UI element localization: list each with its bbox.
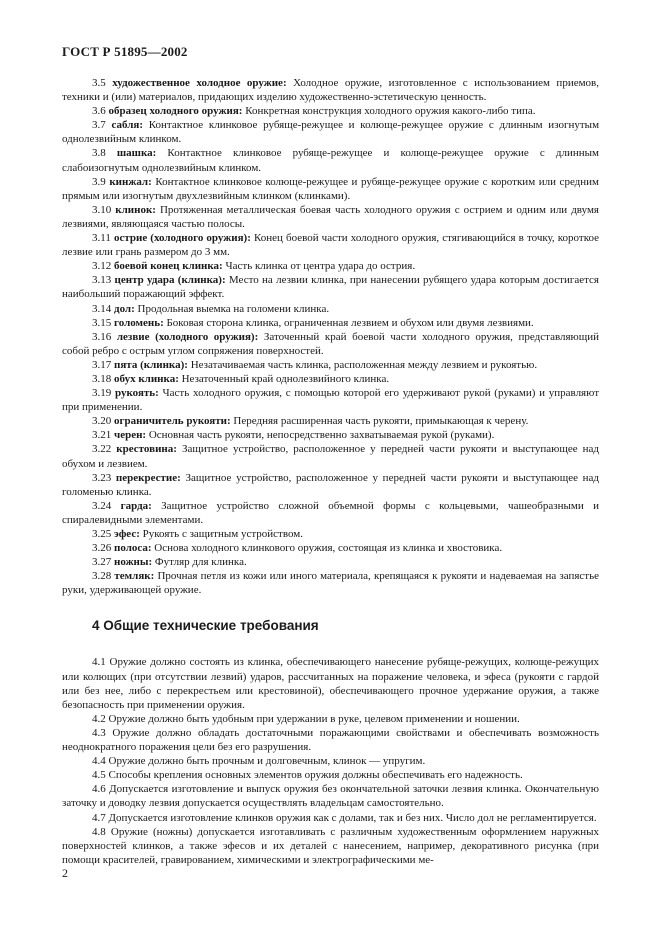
requirement-item xyxy=(62,712,599,726)
requirement-item xyxy=(62,754,599,768)
definition-item xyxy=(62,259,599,273)
definition-term: рукоять: xyxy=(114,387,159,400)
definition-text: Контактное клинковое рубяще-режущее и колюще-режущее оружие с длинным изогнутым однолезвийным клинком. xyxy=(62,119,600,146)
definition-item xyxy=(62,442,599,470)
requirement-text: Оружие должно быть прочным и долговечным, клинок — упругим. xyxy=(108,755,426,768)
requirements-list xyxy=(62,655,599,866)
definition-item xyxy=(62,358,599,372)
requirement-number: 4.6 xyxy=(92,783,106,796)
definition-item xyxy=(62,146,599,174)
definition-number: 3.7 xyxy=(92,119,106,132)
section-title: 4 Общие технические требования xyxy=(92,618,319,634)
definition-number: 3.27 xyxy=(92,556,112,569)
definition-number: 3.17 xyxy=(92,358,112,371)
definition-term: голомень: xyxy=(114,316,164,329)
definition-text: Защитное устройство сложной объемной формы с кольцевыми, чашеобразными и спиралевидными элементами. xyxy=(62,499,599,526)
definition-item xyxy=(62,428,599,442)
definition-text: Часть холодного оружия, с помощью которой его удерживают рукой (руками) и управляют при применении. xyxy=(62,387,599,414)
definition-item xyxy=(62,386,599,414)
definition-item xyxy=(62,104,599,118)
definition-item xyxy=(62,569,599,597)
definition-term: пята (клинка): xyxy=(114,358,188,371)
requirement-item xyxy=(62,655,599,711)
definition-text: Конкретная конструкция холодного оружия какого-либо типа. xyxy=(245,105,536,118)
definition-number: 3.11 xyxy=(92,232,111,245)
definition-number: 3.5 xyxy=(92,77,106,89)
requirement-number: 4.8 xyxy=(92,825,106,838)
definition-text: Холодное оружие, изготовленное с использованием приемов, техники и (или) материалов, придающих изделию художественно-эстетическую ценность. xyxy=(62,77,599,104)
definition-text: Конец боевой части холодного оружия, стягивающийся в точку, короткое лезвие или грань размером до 3 мм. xyxy=(62,232,600,259)
requirement-text: Допускается изготовление и выпуск оружия без окончательной заточки лезвия клинка. Окончательную заточку и доводку лезвия допускается осуществлять владельцам самостоятельно. xyxy=(62,783,599,810)
definition-item xyxy=(62,302,599,316)
definition-text: Незатачиваемая часть клинка, расположенная между лезвием и рукоятью. xyxy=(190,358,538,371)
definition-item xyxy=(62,555,599,569)
definition-item xyxy=(62,231,599,259)
definition-term: острие (холодного оружия): xyxy=(113,232,251,245)
requirement-item xyxy=(62,825,599,867)
definition-term: перекрестие: xyxy=(115,471,181,484)
requirement-text: Оружие должно состоять из клинка, обеспечивающего нанесение рубяще-режущих, колюще-режущих или колющих (при отсутствии лезвий) ударов, рассчитанных на поражение человека, и эфеса (рукояти с гардой или без нее, либо с перекрестьем или крестовиной), обеспечивающего прочное удержание оружия, а также безопасность при применении оружия. xyxy=(62,656,599,711)
definition-number: 3.18 xyxy=(92,372,112,385)
definition-text: Незаточенный край однолезвийного клинка. xyxy=(181,372,390,385)
definition-number: 3.26 xyxy=(92,542,112,555)
definition-number: 3.14 xyxy=(92,302,112,315)
definition-term: клинок: xyxy=(115,203,156,216)
definition-item xyxy=(62,175,599,203)
definition-term: сабля: xyxy=(111,119,144,132)
definition-item xyxy=(62,273,599,301)
definition-text: Основная часть рукояти, непосредственно захватываемая рукой (руками). xyxy=(148,429,495,442)
definition-term: боевой конец клинка: xyxy=(114,260,223,273)
definition-item xyxy=(62,330,599,358)
definition-text: Контактное клинковое колюще-режущее и рубяще-режущее оружие с коротким или средним прямым или изогнутым двухлезвийным клинком (клинками). xyxy=(62,175,600,202)
definition-number: 3.23 xyxy=(92,471,112,484)
definition-number: 3.19 xyxy=(92,387,112,400)
requirement-number: 4.5 xyxy=(92,769,106,782)
definition-number: 3.6 xyxy=(92,105,106,118)
definitions-list xyxy=(62,76,599,597)
definition-item xyxy=(62,316,599,330)
definition-term: ножны: xyxy=(114,556,153,569)
definition-term: ограничитель рукояти: xyxy=(114,415,231,428)
requirement-number: 4.4 xyxy=(92,755,106,768)
definition-number: 3.21 xyxy=(92,429,112,442)
definition-text: Заточенный край боевой части холодного оружия, представляющий собой ребро с острым углом сопряжения поверхностей. xyxy=(62,330,600,357)
definition-number: 3.22 xyxy=(92,443,112,456)
definition-term: дол: xyxy=(114,302,135,315)
definition-term: кинжал: xyxy=(109,175,152,188)
definition-term: эфес: xyxy=(114,528,140,540)
definition-term: полоса: xyxy=(114,542,152,555)
definition-item xyxy=(62,76,599,104)
definition-text: Продольная выемка на голомени клинка. xyxy=(137,302,330,315)
definition-text: Прочная петля из кожи или иного материала, крепящаяся к рукояти и надеваемая на запястье руки, удерживающей оружие. xyxy=(62,570,599,597)
definition-item xyxy=(62,541,599,555)
definition-text: Протяженная металлическая боевая часть холодного оружия с острием и одним или двумя лезвиями, являющаяся частью полосы. xyxy=(62,203,599,230)
definition-term: центр удара (клинка): xyxy=(114,274,226,287)
definition-number: 3.10 xyxy=(92,203,112,216)
document-body xyxy=(62,76,599,867)
definition-text: Футляр для клинка. xyxy=(154,556,247,569)
definition-text: Контактное клинковое рубяще-режущее и колюще-режущее оружие с длинным слабоизогнутым однолезвийным клинком. xyxy=(62,147,600,174)
requirement-number: 4.1 xyxy=(92,656,106,669)
definition-text: Боковая сторона клинка, ограниченная лезвием и обухом или двумя лезвиями. xyxy=(166,316,534,329)
definition-item xyxy=(62,527,599,541)
definition-item xyxy=(62,372,599,386)
requirement-text: Оружие должно быть удобным при удержании в руке, целевом применении и ношении. xyxy=(108,712,520,725)
definition-item xyxy=(62,471,599,499)
definition-term: гарда: xyxy=(120,499,152,512)
definition-text: Рукоять с защитным устройством. xyxy=(142,528,303,540)
definition-number: 3.25 xyxy=(92,528,112,540)
definition-term: художественное холодное оружие: xyxy=(112,77,287,89)
definition-term: крестовина: xyxy=(116,443,177,456)
definition-term: лезвие (холодного оружия): xyxy=(116,330,259,343)
requirement-item xyxy=(62,811,599,825)
definition-text: Часть клинка от центра удара до острия. xyxy=(225,260,416,273)
definition-number: 3.20 xyxy=(92,415,112,428)
definition-number: 3.16 xyxy=(92,330,112,343)
definition-text: Защитное устройство, расположенное у передней части рукояти и выступающее над голоменью клинка. xyxy=(62,471,600,498)
requirement-text: Способы крепления основных элементов оружия должны обеспечивать его надежность. xyxy=(108,769,523,782)
requirement-number: 4.7 xyxy=(92,811,106,824)
definition-number: 3.13 xyxy=(92,274,112,287)
definition-item xyxy=(62,499,599,527)
definition-text: Основа холодного клинкового оружия, состоящая из клинка и хвостовика. xyxy=(154,542,503,555)
definition-item xyxy=(62,118,599,146)
requirement-number: 4.3 xyxy=(92,726,106,739)
requirement-item xyxy=(62,768,599,782)
definition-text: Место на лезвии клинка, при нанесении рубящего удара которым достигается наибольший поражающий эффект. xyxy=(62,274,599,301)
definition-number: 3.9 xyxy=(92,175,106,188)
requirement-text: Оружие должно обладать достаточными поражающими свойствами и обеспечивать возможность неоднократного поражения цели без его разрушения. xyxy=(62,726,600,754)
definition-term: темляк: xyxy=(114,570,155,583)
definition-number: 3.12 xyxy=(92,260,112,273)
standard-header: ГОСТ Р 51895—2002 xyxy=(62,44,188,59)
definition-term: шашка: xyxy=(116,147,157,160)
definition-term: образец холодного оружия: xyxy=(108,105,243,118)
definition-number: 3.15 xyxy=(92,316,112,329)
definition-number: 3.8 xyxy=(92,147,106,160)
definition-text: Передняя расширенная часть рукояти, примыкающая к черену. xyxy=(233,415,529,428)
definition-number: 3.28 xyxy=(92,570,112,583)
definition-item xyxy=(62,203,599,231)
page-number: 2 xyxy=(62,866,68,880)
requirement-item xyxy=(62,726,599,754)
requirement-text: Оружие (ножны) допускается изготавливать с различным художественным оформлением наружных поверхностей клинков, а также эфесов и их деталей с нанесением, например, декоративного рисунка (при помощи красителей, гравированием, химическими и электрографическими ме- xyxy=(62,825,600,866)
requirement-text: Допускается изготовление клинков оружия как с долами, так и без них. Число дол не регламентируется. xyxy=(108,811,597,824)
definition-term: черен: xyxy=(114,429,147,442)
definition-term: обух клинка: xyxy=(114,372,179,385)
definition-text: Защитное устройство, расположенное у передней части рукояти и выступающее над обухом и лезвием. xyxy=(62,443,599,470)
requirement-item xyxy=(62,782,599,810)
definition-item xyxy=(62,414,599,428)
definition-number: 3.24 xyxy=(92,499,112,512)
requirement-number: 4.2 xyxy=(92,712,106,725)
